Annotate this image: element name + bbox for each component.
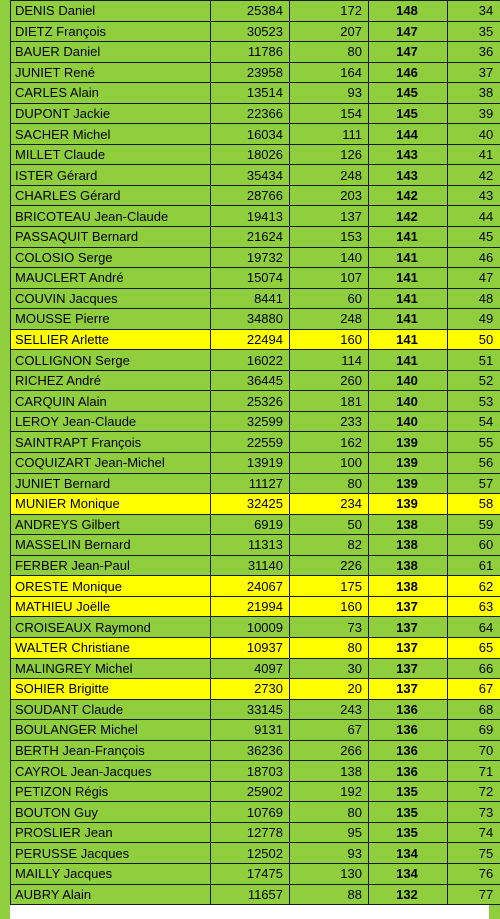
name-cell: PERUSSE Jacques — [11, 843, 211, 864]
value-c-cell: 137 — [369, 637, 448, 658]
value-b-cell: 248 — [290, 309, 369, 330]
table-row — [11, 617, 500, 638]
rank-cell: 46 — [448, 247, 500, 268]
table-row — [11, 329, 500, 350]
value-b-cell: 107 — [290, 268, 369, 289]
table-row — [11, 884, 500, 905]
table-row — [11, 42, 500, 63]
value-a-cell: 25326 — [211, 391, 290, 412]
table-row — [11, 62, 500, 83]
value-a-cell: 22366 — [211, 103, 290, 124]
name-cell: COLLIGNON Serge — [11, 350, 211, 371]
table-row — [11, 761, 500, 782]
value-a-cell: 24067 — [211, 576, 290, 597]
value-c-cell: 143 — [369, 165, 448, 186]
rank-cell: 75 — [448, 843, 500, 864]
table-row — [11, 637, 500, 658]
name-cell: LEROY Jean-Claude — [11, 411, 211, 432]
value-c-cell: 147 — [369, 42, 448, 63]
value-c-cell: 148 — [369, 1, 448, 22]
table-row — [11, 494, 500, 515]
value-a-cell: 13919 — [211, 453, 290, 474]
name-cell: MALINGREY Michel — [11, 658, 211, 679]
value-b-cell: 192 — [290, 781, 369, 802]
table-row — [11, 391, 500, 412]
value-b-cell: 88 — [290, 884, 369, 905]
rank-cell: 52 — [448, 370, 500, 391]
name-cell: MUNIER Monique — [11, 494, 211, 515]
value-b-cell: 93 — [290, 843, 369, 864]
value-a-cell: 10009 — [211, 617, 290, 638]
table-row — [11, 822, 500, 843]
value-c-cell: 141 — [369, 247, 448, 268]
name-cell: JUNIET René — [11, 62, 211, 83]
name-cell: AUBRY Alain — [11, 884, 211, 905]
value-a-cell: 25384 — [211, 1, 290, 22]
value-c-cell: 140 — [369, 391, 448, 412]
value-a-cell: 18026 — [211, 144, 290, 165]
value-c-cell: 136 — [369, 761, 448, 782]
value-a-cell: 4097 — [211, 658, 290, 679]
value-a-cell: 22494 — [211, 329, 290, 350]
table-row — [11, 863, 500, 884]
table-row — [11, 227, 500, 248]
name-cell: MATHIEU Joëlle — [11, 596, 211, 617]
value-b-cell: 130 — [290, 863, 369, 884]
name-cell: BRICOTEAU Jean-Claude — [11, 206, 211, 227]
value-c-cell: 139 — [369, 432, 448, 453]
name-cell: CARLES Alain — [11, 83, 211, 104]
rank-cell: 59 — [448, 514, 500, 535]
value-a-cell: 15074 — [211, 268, 290, 289]
rank-cell: 58 — [448, 494, 500, 515]
value-b-cell: 114 — [290, 350, 369, 371]
value-b-cell: 181 — [290, 391, 369, 412]
value-c-cell: 144 — [369, 124, 448, 145]
value-a-cell: 32599 — [211, 411, 290, 432]
value-c-cell: 141 — [369, 227, 448, 248]
value-c-cell: 140 — [369, 370, 448, 391]
rank-cell: 70 — [448, 740, 500, 761]
value-a-cell: 25902 — [211, 781, 290, 802]
name-cell: BOULANGER Michel — [11, 720, 211, 741]
table-row — [11, 576, 500, 597]
value-b-cell: 80 — [290, 637, 369, 658]
value-c-cell: 138 — [369, 514, 448, 535]
rank-cell: 55 — [448, 432, 500, 453]
table-row — [11, 21, 500, 42]
table-row — [11, 83, 500, 104]
value-b-cell: 60 — [290, 288, 369, 309]
value-a-cell: 6919 — [211, 514, 290, 535]
value-b-cell: 67 — [290, 720, 369, 741]
name-cell: PETIZON Régis — [11, 781, 211, 802]
rank-cell: 50 — [448, 329, 500, 350]
name-cell: RICHEZ André — [11, 370, 211, 391]
table-row — [11, 679, 500, 700]
name-cell: MASSELIN Bernard — [11, 535, 211, 556]
value-b-cell: 203 — [290, 185, 369, 206]
name-cell: SACHER Michel — [11, 124, 211, 145]
table-row — [11, 555, 500, 576]
value-b-cell: 160 — [290, 329, 369, 350]
value-a-cell: 16034 — [211, 124, 290, 145]
table-row — [11, 165, 500, 186]
name-cell: MAILLY Jacques — [11, 863, 211, 884]
table-row — [11, 370, 500, 391]
name-cell: COQUIZART Jean-Michel — [11, 453, 211, 474]
name-cell: PASSAQUIT Bernard — [11, 227, 211, 248]
value-c-cell: 136 — [369, 699, 448, 720]
value-b-cell: 95 — [290, 822, 369, 843]
rank-cell: 54 — [448, 411, 500, 432]
name-cell: WALTER Christiane — [11, 637, 211, 658]
table-row — [11, 268, 500, 289]
value-a-cell: 32425 — [211, 494, 290, 515]
value-a-cell: 8441 — [211, 288, 290, 309]
value-b-cell: 80 — [290, 802, 369, 823]
name-cell: MAUCLERT André — [11, 268, 211, 289]
value-a-cell: 10937 — [211, 637, 290, 658]
value-b-cell: 138 — [290, 761, 369, 782]
value-a-cell: 11127 — [211, 473, 290, 494]
rank-cell: 62 — [448, 576, 500, 597]
rank-cell: 48 — [448, 288, 500, 309]
value-c-cell: 142 — [369, 206, 448, 227]
rank-cell: 51 — [448, 350, 500, 371]
value-c-cell: 139 — [369, 453, 448, 474]
value-b-cell: 234 — [290, 494, 369, 515]
name-cell: PROSLIER Jean — [11, 822, 211, 843]
value-a-cell: 35434 — [211, 165, 290, 186]
value-b-cell: 111 — [290, 124, 369, 145]
value-b-cell: 233 — [290, 411, 369, 432]
value-b-cell: 20 — [290, 679, 369, 700]
value-a-cell: 31140 — [211, 555, 290, 576]
value-a-cell: 11657 — [211, 884, 290, 905]
table-row — [11, 103, 500, 124]
left-edge — [0, 0, 10, 919]
value-c-cell: 140 — [369, 411, 448, 432]
value-b-cell: 172 — [290, 1, 369, 22]
value-c-cell: 139 — [369, 494, 448, 515]
value-c-cell: 139 — [369, 473, 448, 494]
rank-cell: 47 — [448, 268, 500, 289]
name-cell: JUNIET Bernard — [11, 473, 211, 494]
value-b-cell: 164 — [290, 62, 369, 83]
value-c-cell: 137 — [369, 596, 448, 617]
ranking-table-body — [11, 1, 500, 905]
value-a-cell: 28766 — [211, 185, 290, 206]
name-cell: SOHIER Brigitte — [11, 679, 211, 700]
name-cell: FERBER Jean-Paul — [11, 555, 211, 576]
name-cell: CARQUIN Alain — [11, 391, 211, 412]
table-row — [11, 740, 500, 761]
table-row — [11, 514, 500, 535]
rank-cell: 49 — [448, 309, 500, 330]
value-b-cell: 207 — [290, 21, 369, 42]
rank-cell: 42 — [448, 165, 500, 186]
rank-cell: 69 — [448, 720, 500, 741]
table-row — [11, 288, 500, 309]
table-row — [11, 432, 500, 453]
table-row — [11, 206, 500, 227]
value-c-cell: 141 — [369, 329, 448, 350]
value-c-cell: 135 — [369, 822, 448, 843]
value-b-cell: 260 — [290, 370, 369, 391]
table-row — [11, 720, 500, 741]
value-b-cell: 153 — [290, 227, 369, 248]
name-cell: DENIS Daniel — [11, 1, 211, 22]
name-cell: ANDREYS Gilbert — [11, 514, 211, 535]
rank-cell: 61 — [448, 555, 500, 576]
value-a-cell: 2730 — [211, 679, 290, 700]
value-a-cell: 36445 — [211, 370, 290, 391]
table-row — [11, 453, 500, 474]
name-cell: SOUDANT Claude — [11, 699, 211, 720]
value-c-cell: 147 — [369, 21, 448, 42]
value-c-cell: 138 — [369, 576, 448, 597]
table-row — [11, 350, 500, 371]
value-a-cell: 33145 — [211, 699, 290, 720]
value-c-cell: 134 — [369, 843, 448, 864]
value-c-cell: 141 — [369, 288, 448, 309]
value-b-cell: 100 — [290, 453, 369, 474]
value-c-cell: 138 — [369, 555, 448, 576]
rank-cell: 56 — [448, 453, 500, 474]
rank-cell: 67 — [448, 679, 500, 700]
rank-cell: 41 — [448, 144, 500, 165]
value-b-cell: 82 — [290, 535, 369, 556]
rank-cell: 45 — [448, 227, 500, 248]
value-a-cell: 21624 — [211, 227, 290, 248]
value-c-cell: 145 — [369, 83, 448, 104]
rank-cell: 72 — [448, 781, 500, 802]
value-b-cell: 266 — [290, 740, 369, 761]
value-b-cell: 73 — [290, 617, 369, 638]
value-c-cell: 136 — [369, 720, 448, 741]
rank-cell: 57 — [448, 473, 500, 494]
ranking-table — [10, 0, 500, 905]
rank-cell: 39 — [448, 103, 500, 124]
table-row — [11, 144, 500, 165]
name-cell: CHARLES Gérard — [11, 185, 211, 206]
value-a-cell: 12778 — [211, 822, 290, 843]
rank-cell: 35 — [448, 21, 500, 42]
value-c-cell: 146 — [369, 62, 448, 83]
rank-cell: 71 — [448, 761, 500, 782]
name-cell: SELLIER Arlette — [11, 329, 211, 350]
value-b-cell: 80 — [290, 42, 369, 63]
table-row — [11, 596, 500, 617]
rank-cell: 44 — [448, 206, 500, 227]
table-row — [11, 411, 500, 432]
value-b-cell: 126 — [290, 144, 369, 165]
value-b-cell: 80 — [290, 473, 369, 494]
value-b-cell: 243 — [290, 699, 369, 720]
value-b-cell: 160 — [290, 596, 369, 617]
value-a-cell: 21994 — [211, 596, 290, 617]
rank-cell: 60 — [448, 535, 500, 556]
value-b-cell: 137 — [290, 206, 369, 227]
value-c-cell: 134 — [369, 863, 448, 884]
value-b-cell: 154 — [290, 103, 369, 124]
rank-cell: 77 — [448, 884, 500, 905]
table-row — [11, 124, 500, 145]
value-c-cell: 137 — [369, 679, 448, 700]
table-row — [11, 473, 500, 494]
rank-cell: 66 — [448, 658, 500, 679]
value-a-cell: 10769 — [211, 802, 290, 823]
value-c-cell: 136 — [369, 740, 448, 761]
value-a-cell: 12502 — [211, 843, 290, 864]
name-cell: CAYROL Jean-Jacques — [11, 761, 211, 782]
value-b-cell: 162 — [290, 432, 369, 453]
rank-cell: 43 — [448, 185, 500, 206]
value-b-cell: 140 — [290, 247, 369, 268]
value-b-cell: 175 — [290, 576, 369, 597]
value-c-cell: 141 — [369, 309, 448, 330]
value-c-cell: 138 — [369, 535, 448, 556]
value-a-cell: 22559 — [211, 432, 290, 453]
value-a-cell: 34880 — [211, 309, 290, 330]
value-c-cell: 142 — [369, 185, 448, 206]
name-cell: SAINTRAPT François — [11, 432, 211, 453]
table-row — [11, 185, 500, 206]
value-a-cell: 18703 — [211, 761, 290, 782]
name-cell: DIETZ François — [11, 21, 211, 42]
value-c-cell: 137 — [369, 617, 448, 638]
value-a-cell: 30523 — [211, 21, 290, 42]
name-cell: BOUTON Guy — [11, 802, 211, 823]
name-cell: CROISEAUX Raymond — [11, 617, 211, 638]
name-cell: COLOSIO Serge — [11, 247, 211, 268]
rank-cell: 68 — [448, 699, 500, 720]
value-b-cell: 226 — [290, 555, 369, 576]
value-c-cell: 143 — [369, 144, 448, 165]
value-b-cell: 248 — [290, 165, 369, 186]
name-cell: BAUER Daniel — [11, 42, 211, 63]
table-row — [11, 843, 500, 864]
value-a-cell: 19413 — [211, 206, 290, 227]
rank-cell: 37 — [448, 62, 500, 83]
value-a-cell: 19732 — [211, 247, 290, 268]
value-b-cell: 50 — [290, 514, 369, 535]
rank-cell: 34 — [448, 1, 500, 22]
name-cell: ISTER Gérard — [11, 165, 211, 186]
rank-cell: 64 — [448, 617, 500, 638]
name-cell: MOUSSE Pierre — [11, 309, 211, 330]
rank-cell: 76 — [448, 863, 500, 884]
table-row — [11, 699, 500, 720]
rank-cell: 63 — [448, 596, 500, 617]
value-a-cell: 11786 — [211, 42, 290, 63]
value-a-cell: 11313 — [211, 535, 290, 556]
name-cell: COUVIN Jacques — [11, 288, 211, 309]
rank-cell: 65 — [448, 637, 500, 658]
value-a-cell: 9131 — [211, 720, 290, 741]
rank-cell: 53 — [448, 391, 500, 412]
value-c-cell: 135 — [369, 781, 448, 802]
value-a-cell: 13514 — [211, 83, 290, 104]
name-cell: MILLET Claude — [11, 144, 211, 165]
name-cell: ORESTE Monique — [11, 576, 211, 597]
table-row — [11, 1, 500, 22]
table-row — [11, 535, 500, 556]
rank-cell: 74 — [448, 822, 500, 843]
value-c-cell: 132 — [369, 884, 448, 905]
rank-cell: 36 — [448, 42, 500, 63]
rank-cell: 40 — [448, 124, 500, 145]
name-cell: DUPONT Jackie — [11, 103, 211, 124]
value-c-cell: 137 — [369, 658, 448, 679]
table-row — [11, 247, 500, 268]
value-c-cell: 141 — [369, 268, 448, 289]
table-row — [11, 802, 500, 823]
table-row — [11, 309, 500, 330]
name-cell: BERTH Jean-François — [11, 740, 211, 761]
rank-cell: 38 — [448, 83, 500, 104]
value-a-cell: 16022 — [211, 350, 290, 371]
value-a-cell: 17475 — [211, 863, 290, 884]
value-a-cell: 36236 — [211, 740, 290, 761]
value-c-cell: 135 — [369, 802, 448, 823]
value-c-cell: 145 — [369, 103, 448, 124]
value-a-cell: 23958 — [211, 62, 290, 83]
table-row — [11, 658, 500, 679]
value-b-cell: 93 — [290, 83, 369, 104]
value-c-cell: 141 — [369, 350, 448, 371]
table-row — [11, 781, 500, 802]
rank-cell: 73 — [448, 802, 500, 823]
value-b-cell: 30 — [290, 658, 369, 679]
